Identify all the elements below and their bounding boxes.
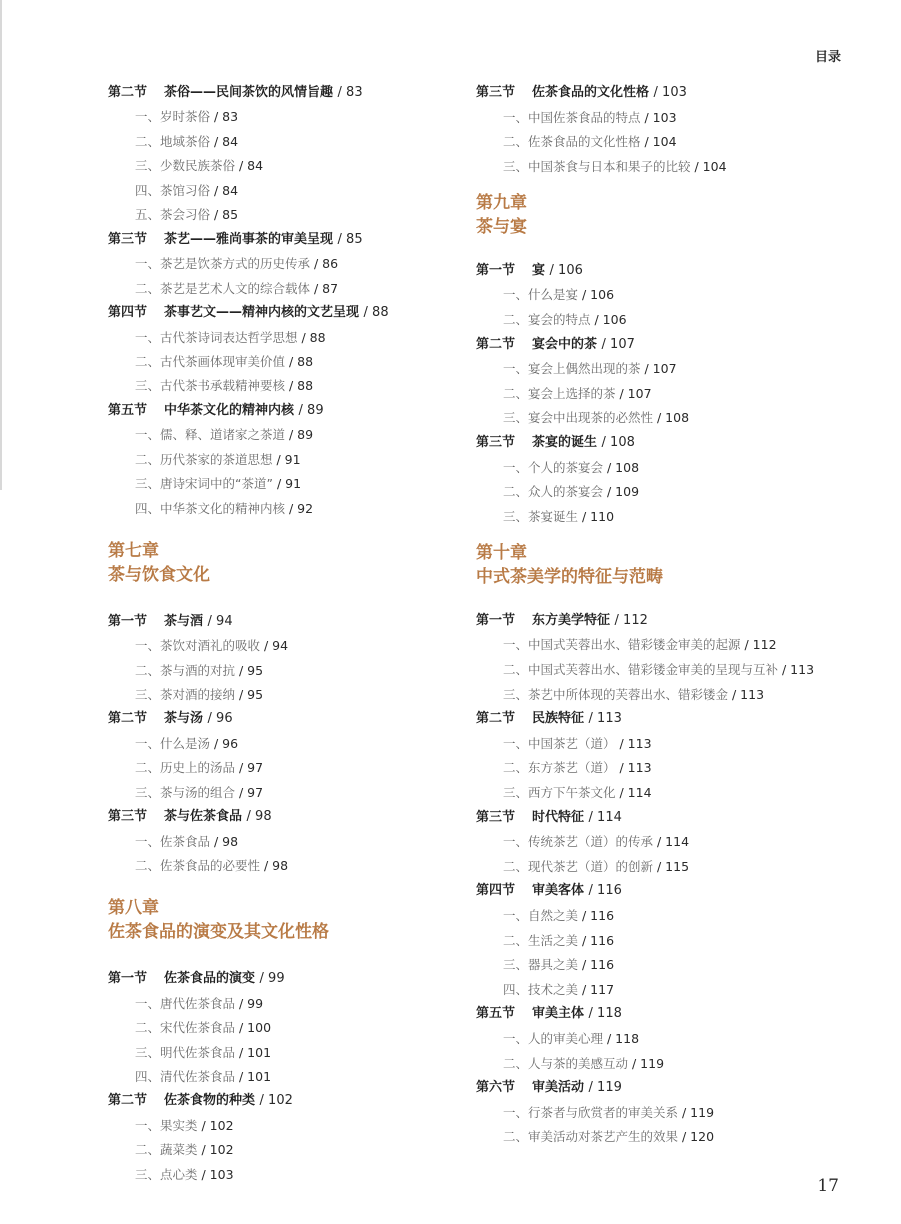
toc-subsection-entry[interactable] xyxy=(503,783,652,803)
page-reference: / 113 xyxy=(782,662,815,677)
page-reference: / 87 xyxy=(314,280,339,296)
subsection-title: 二、生活之美 xyxy=(503,932,579,948)
subsection-title: 二、佐茶食品的必要性 xyxy=(135,858,261,874)
page-reference: / 117 xyxy=(582,981,615,997)
subsection-title: 二、众人的茶宴会 xyxy=(503,484,604,500)
page-reference: / 108 xyxy=(601,435,635,450)
page-edge-line xyxy=(0,0,2,490)
page-reference: / 96 xyxy=(207,711,233,727)
toc-subsection-entry[interactable] xyxy=(135,1140,234,1160)
page-reference: / 96 xyxy=(214,735,239,751)
page-reference: / 108 xyxy=(607,459,640,475)
toc-section-entry[interactable] xyxy=(108,709,233,729)
toc-subsection-entry[interactable] xyxy=(503,832,689,852)
subsection-title: 三、茶宴诞生 xyxy=(503,508,579,524)
toc-subsection-entry[interactable] xyxy=(135,279,338,299)
toc-subsection-entry[interactable] xyxy=(503,1127,714,1147)
section-number: 第三节 xyxy=(476,435,516,450)
toc-subsection-entry[interactable] xyxy=(135,181,238,201)
page-reference: / 94 xyxy=(207,613,233,629)
toc-subsection-entry[interactable] xyxy=(503,384,652,404)
subsection-title: 一、唐代佐茶食品 xyxy=(135,995,236,1011)
page-reference: / 108 xyxy=(657,410,690,426)
section-title: 茶与汤 xyxy=(164,711,204,727)
subsection-title: 四、茶馆习俗 xyxy=(135,182,211,198)
page-reference: / 106 xyxy=(549,262,583,278)
toc-subsection-entry[interactable] xyxy=(503,359,677,379)
toc-subsection-entry[interactable] xyxy=(135,1043,271,1063)
toc-section-entry[interactable] xyxy=(476,709,622,729)
subsection-title: 一、佐茶食品 xyxy=(135,833,211,849)
subsection-title: 一、茶饮对酒礼的吸收 xyxy=(135,638,261,654)
toc-subsection-entry[interactable] xyxy=(135,636,288,656)
toc-section-entry[interactable] xyxy=(476,83,687,103)
page-reference: / 88 xyxy=(301,329,326,345)
toc-subsection-entry[interactable] xyxy=(135,328,326,348)
section-number: 第一节 xyxy=(476,612,516,628)
chapter-heading xyxy=(108,539,210,587)
page-reference: / 116 xyxy=(582,932,615,948)
section-number: 第二节 xyxy=(108,85,148,100)
toc-subsection-entry[interactable] xyxy=(503,635,777,655)
page-reference: / 103 xyxy=(644,109,677,125)
toc-subsection-entry[interactable] xyxy=(503,108,677,128)
toc-subsection-entry[interactable] xyxy=(135,1165,234,1185)
page-reference: / 102 xyxy=(201,1142,234,1158)
toc-subsection-entry[interactable] xyxy=(503,931,614,951)
toc-subsection-entry[interactable] xyxy=(135,1067,271,1087)
page-number: 17 xyxy=(817,1176,839,1196)
toc-subsection-entry[interactable] xyxy=(135,425,313,445)
subsection-title: 三、少数民族茶俗 xyxy=(135,158,236,174)
subsection-title: 二、茶与酒的对抗 xyxy=(135,662,236,678)
page-reference: / 115 xyxy=(657,858,690,874)
subsection-title: 一、果实类 xyxy=(135,1117,198,1133)
section-title: 宴会中的茶 xyxy=(532,336,598,352)
toc-subsection-entry[interactable] xyxy=(135,376,313,396)
subsection-title: 四、清代佐茶食品 xyxy=(135,1068,236,1084)
section-number: 第三节 xyxy=(108,809,148,825)
page-reference: / 94 xyxy=(264,638,289,654)
toc-section-entry[interactable] xyxy=(476,335,635,355)
toc-subsection-entry[interactable] xyxy=(503,906,614,926)
page-reference: / 118 xyxy=(588,1006,622,1022)
page-reference: / 97 xyxy=(239,760,264,776)
page-reference: / 113 xyxy=(588,711,622,727)
subsection-title: 二、宴会上选择的茶 xyxy=(503,385,616,401)
toc-subsection-entry[interactable] xyxy=(135,352,313,372)
toc-subsection-entry[interactable] xyxy=(503,758,652,778)
running-header: 目录 xyxy=(814,50,841,65)
subsection-title: 二、历代茶家的茶道思想 xyxy=(135,451,273,467)
page-reference: / 88 xyxy=(289,353,314,369)
section-number: 第六节 xyxy=(476,1080,516,1096)
toc-subsection-entry[interactable] xyxy=(135,107,238,127)
subsection-title: 三、古代茶书承载精神要核 xyxy=(135,378,286,394)
toc-subsection-entry[interactable] xyxy=(503,1029,639,1049)
page-reference: / 107 xyxy=(644,361,677,377)
toc-subsection-entry[interactable] xyxy=(503,980,614,1000)
page-reference: / 116 xyxy=(582,908,615,923)
page-reference: / 88 xyxy=(289,378,314,394)
page-reference: / 88 xyxy=(363,305,389,321)
toc-subsection-entry[interactable] xyxy=(135,450,301,470)
page-reference: / 104 xyxy=(694,158,727,174)
toc-section-entry[interactable] xyxy=(476,611,648,631)
page-reference: / 91 xyxy=(276,476,302,492)
toc-section-entry[interactable] xyxy=(476,433,635,453)
page-reference: / 95 xyxy=(239,687,264,702)
chapter-number: 第七章 xyxy=(108,540,159,561)
chapter-title: 佐茶食品的演变及其文化性格 xyxy=(108,922,329,943)
subsection-title: 一、宴会上偶然出现的茶 xyxy=(503,361,641,377)
section-title: 审美主体 xyxy=(532,1006,585,1022)
toc-subsection-entry[interactable] xyxy=(503,1103,714,1123)
toc-subsection-entry[interactable] xyxy=(135,1116,234,1136)
subsection-title: 三、明代佐茶食品 xyxy=(135,1044,236,1060)
toc-subsection-entry[interactable] xyxy=(135,758,263,778)
subsection-title: 三、宴会中出现茶的必然性 xyxy=(503,410,654,426)
section-number: 第五节 xyxy=(476,1006,516,1022)
section-title: 宴 xyxy=(532,262,546,278)
subsection-title: 二、蔬菜类 xyxy=(135,1142,198,1158)
subsection-title: 一、中国茶艺（道） xyxy=(503,735,616,751)
subsection-title: 一、自然之美 xyxy=(503,908,579,923)
toc-section-entry[interactable] xyxy=(476,1078,622,1098)
page-reference: / 119 xyxy=(682,1104,715,1120)
section-number: 第一节 xyxy=(476,262,516,278)
toc-subsection-entry[interactable] xyxy=(503,285,614,305)
subsection-title: 二、佐茶食品的文化性格 xyxy=(503,134,641,150)
toc-subsection-entry[interactable] xyxy=(503,458,639,478)
subsection-title: 一、什么是汤 xyxy=(135,735,211,751)
toc-section-entry[interactable] xyxy=(108,230,363,250)
section-number: 第三节 xyxy=(108,231,148,247)
section-title: 民族特征 xyxy=(532,711,585,727)
page-reference: / 98 xyxy=(214,833,239,849)
page-reference: / 107 xyxy=(601,336,635,352)
section-number: 第一节 xyxy=(108,613,148,629)
section-title: 茶艺——雅尚事茶的审美呈现 xyxy=(164,231,334,247)
section-number: 第三节 xyxy=(476,85,516,100)
chapter-heading xyxy=(476,191,527,239)
section-title: 中华茶文化的精神内核 xyxy=(164,402,295,418)
subsection-title: 一、个人的茶宴会 xyxy=(503,459,604,475)
toc-subsection-entry[interactable] xyxy=(503,685,764,705)
section-number: 第二节 xyxy=(476,711,516,727)
toc-section-entry[interactable] xyxy=(108,1091,293,1111)
page-reference: / 83 xyxy=(214,109,239,125)
subsection-title: 一、茶艺是饮茶方式的历史传承 xyxy=(135,256,311,272)
page-reference: / 114 xyxy=(619,785,652,800)
subsection-title: 一、儒、释、道诸家之茶道 xyxy=(135,427,286,443)
subsection-title: 一、古代茶诗词表达哲学思想 xyxy=(135,329,298,345)
toc-subsection-entry[interactable] xyxy=(503,660,814,680)
page-reference: / 101 xyxy=(239,1044,272,1060)
toc-section-entry[interactable] xyxy=(476,808,622,828)
chapter-title: 茶与饮食文化 xyxy=(108,564,210,585)
page-reference: / 119 xyxy=(632,1055,665,1071)
toc-subsection-entry[interactable] xyxy=(503,734,652,754)
page-reference: / 106 xyxy=(594,312,627,327)
toc-subsection-entry[interactable] xyxy=(135,685,263,705)
subsection-title: 二、东方茶艺（道） xyxy=(503,760,616,776)
subsection-title: 一、中国佐茶食品的特点 xyxy=(503,109,641,125)
page-reference: / 101 xyxy=(239,1068,272,1084)
toc-subsection-entry[interactable] xyxy=(135,156,263,176)
page-reference: / 85 xyxy=(214,207,239,223)
page-reference: / 102 xyxy=(201,1117,234,1133)
page-reference: / 113 xyxy=(619,760,652,776)
chapter-number: 第八章 xyxy=(108,898,159,919)
page-reference: / 104 xyxy=(644,134,677,150)
subsection-title: 二、宋代佐茶食品 xyxy=(135,1020,236,1036)
page-reference: / 99 xyxy=(239,995,264,1011)
toc-subsection-entry[interactable] xyxy=(135,994,263,1014)
page-reference: / 116 xyxy=(582,957,615,973)
toc-subsection-entry[interactable] xyxy=(135,734,238,754)
section-title: 茶宴的诞生 xyxy=(532,435,598,450)
section-title: 佐茶食物的种类 xyxy=(164,1093,256,1109)
page-reference: / 114 xyxy=(588,809,622,825)
subsection-title: 二、地域茶俗 xyxy=(135,133,211,149)
page-reference: / 99 xyxy=(259,971,285,987)
page-reference: / 103 xyxy=(201,1166,234,1182)
subsection-title: 三、中国茶食与日本和果子的比较 xyxy=(503,158,691,174)
toc-subsection-entry[interactable] xyxy=(135,856,288,876)
subsection-title: 三、器具之美 xyxy=(503,957,579,973)
page-reference: / 95 xyxy=(239,662,264,678)
page-reference: / 84 xyxy=(239,158,264,174)
page-reference: / 113 xyxy=(732,686,765,702)
page-reference: / 102 xyxy=(259,1093,293,1109)
subsection-title: 一、人的审美心理 xyxy=(503,1031,604,1046)
subsection-title: 二、现代茶艺（道）的创新 xyxy=(503,858,654,874)
subsection-title: 三、点心类 xyxy=(135,1166,198,1182)
page-reference: / 86 xyxy=(314,256,339,272)
section-number: 第四节 xyxy=(108,305,148,321)
toc-subsection-entry[interactable] xyxy=(503,157,727,177)
section-number: 第二节 xyxy=(476,336,516,352)
toc-section-entry[interactable] xyxy=(476,1004,622,1024)
page-reference: / 92 xyxy=(289,500,314,516)
toc-section-entry[interactable] xyxy=(108,303,389,323)
subsection-title: 二、历史上的汤品 xyxy=(135,760,236,776)
page-reference: / 118 xyxy=(607,1031,640,1046)
chapter-heading xyxy=(108,896,329,944)
section-number: 第五节 xyxy=(108,402,148,418)
page-reference: / 114 xyxy=(657,834,690,850)
toc-subsection-entry[interactable] xyxy=(503,1054,664,1074)
subsection-title: 四、中华茶文化的精神内核 xyxy=(135,500,286,516)
page-reference: / 119 xyxy=(588,1080,622,1096)
page-reference: / 89 xyxy=(289,427,314,443)
section-title: 佐茶食品的文化性格 xyxy=(532,85,650,100)
section-title: 审美客体 xyxy=(532,883,585,899)
page-reference: / 84 xyxy=(214,182,239,198)
section-title: 茶俗——民间茶饮的风情旨趣 xyxy=(164,85,334,100)
section-number: 第三节 xyxy=(476,809,516,825)
chapter-number: 第十章 xyxy=(476,542,527,563)
section-title: 佐茶食品的演变 xyxy=(164,971,256,987)
subsection-title: 一、行茶者与欣赏者的审美关系 xyxy=(503,1104,679,1120)
page-reference: / 103 xyxy=(653,85,687,100)
subsection-title: 二、中国式芙蓉出水、错彩镂金审美的呈现与互补 xyxy=(503,662,779,677)
page-reference: / 116 xyxy=(588,883,622,899)
subsection-title: 一、什么是宴 xyxy=(503,287,579,303)
toc-subsection-entry[interactable] xyxy=(135,205,238,225)
toc-subsection-entry[interactable] xyxy=(135,474,301,494)
subsection-title: 三、茶艺中所体现的芙蓉出水、错彩镂金 xyxy=(503,686,729,702)
subsection-title: 二、人与茶的美感互动 xyxy=(503,1055,629,1071)
page-reference: / 97 xyxy=(239,784,264,800)
section-number: 第四节 xyxy=(476,883,516,899)
toc-subsection-entry[interactable] xyxy=(503,955,614,975)
toc-section-entry[interactable] xyxy=(108,401,324,421)
subsection-title: 二、宴会的特点 xyxy=(503,312,591,327)
page-reference: / 113 xyxy=(619,735,652,751)
chapter-title: 茶与宴 xyxy=(476,216,527,237)
toc-section-entry[interactable] xyxy=(108,807,272,827)
page-reference: / 85 xyxy=(337,231,363,247)
toc-subsection-entry[interactable] xyxy=(503,132,677,152)
section-title: 时代特征 xyxy=(532,809,585,825)
chapter-number: 第九章 xyxy=(476,192,527,213)
page-reference: / 89 xyxy=(298,402,324,418)
page-reference: / 107 xyxy=(619,385,652,401)
page-reference: / 100 xyxy=(239,1020,272,1036)
section-number: 第二节 xyxy=(108,1093,148,1109)
subsection-title: 一、中国式芙蓉出水、错彩镂金审美的起源 xyxy=(503,637,741,653)
page-reference: / 106 xyxy=(582,287,615,303)
toc-subsection-entry[interactable] xyxy=(135,783,263,803)
section-title: 茶与佐茶食品 xyxy=(164,809,243,825)
subsection-title: 二、审美活动对茶艺产生的效果 xyxy=(503,1129,679,1145)
subsection-title: 四、技术之美 xyxy=(503,981,579,997)
toc-subsection-entry[interactable] xyxy=(503,408,689,428)
toc-subsection-entry[interactable] xyxy=(135,661,263,681)
toc-subsection-entry[interactable] xyxy=(135,1018,271,1038)
toc-section-entry[interactable] xyxy=(476,881,622,901)
page-reference: / 112 xyxy=(744,637,777,653)
section-title: 茶与酒 xyxy=(164,613,204,629)
toc-section-entry[interactable] xyxy=(476,261,583,281)
toc-subsection-entry[interactable] xyxy=(135,499,313,519)
subsection-title: 二、茶艺是艺术人文的综合载体 xyxy=(135,280,311,296)
page-reference: / 83 xyxy=(337,85,363,100)
toc-subsection-entry[interactable] xyxy=(503,482,639,502)
toc-section-entry[interactable] xyxy=(108,83,363,103)
toc-section-entry[interactable] xyxy=(108,612,233,632)
page-reference: / 98 xyxy=(246,809,272,825)
page-reference: / 109 xyxy=(607,484,640,500)
page-reference: / 112 xyxy=(614,612,648,628)
section-title: 茶事艺文——精神内核的文艺呈现 xyxy=(164,305,360,321)
chapter-title: 中式茶美学的特征与范畴 xyxy=(476,566,663,587)
subsection-title: 三、茶与汤的组合 xyxy=(135,784,236,800)
page-reference: / 120 xyxy=(682,1129,715,1145)
toc-subsection-entry[interactable] xyxy=(503,310,627,330)
subsection-title: 三、西方下午茶文化 xyxy=(503,785,616,800)
subsection-title: 三、茶对酒的接纳 xyxy=(135,687,236,702)
toc-subsection-entry[interactable] xyxy=(135,132,238,152)
page-reference: / 110 xyxy=(582,508,615,524)
page-reference: / 84 xyxy=(214,133,239,149)
subsection-title: 五、茶会习俗 xyxy=(135,207,211,223)
section-title: 东方美学特征 xyxy=(532,612,611,628)
subsection-title: 一、岁时茶俗 xyxy=(135,109,211,125)
section-number: 第二节 xyxy=(108,711,148,727)
toc-subsection-entry[interactable] xyxy=(503,507,614,527)
section-number: 第一节 xyxy=(108,971,148,987)
toc-subsection-entry[interactable] xyxy=(135,832,238,852)
chapter-heading xyxy=(476,541,663,589)
subsection-title: 三、唐诗宋词中的“茶道” xyxy=(135,476,273,492)
toc-section-entry[interactable] xyxy=(108,969,285,989)
subsection-title: 二、古代茶画体现审美价值 xyxy=(135,353,286,369)
subsection-title: 一、传统茶艺（道）的传承 xyxy=(503,834,654,850)
toc-subsection-entry[interactable] xyxy=(135,254,338,274)
page-reference: / 91 xyxy=(276,451,301,467)
page-reference: / 98 xyxy=(264,858,289,874)
toc-subsection-entry[interactable] xyxy=(503,857,689,877)
section-title: 审美活动 xyxy=(532,1080,585,1096)
